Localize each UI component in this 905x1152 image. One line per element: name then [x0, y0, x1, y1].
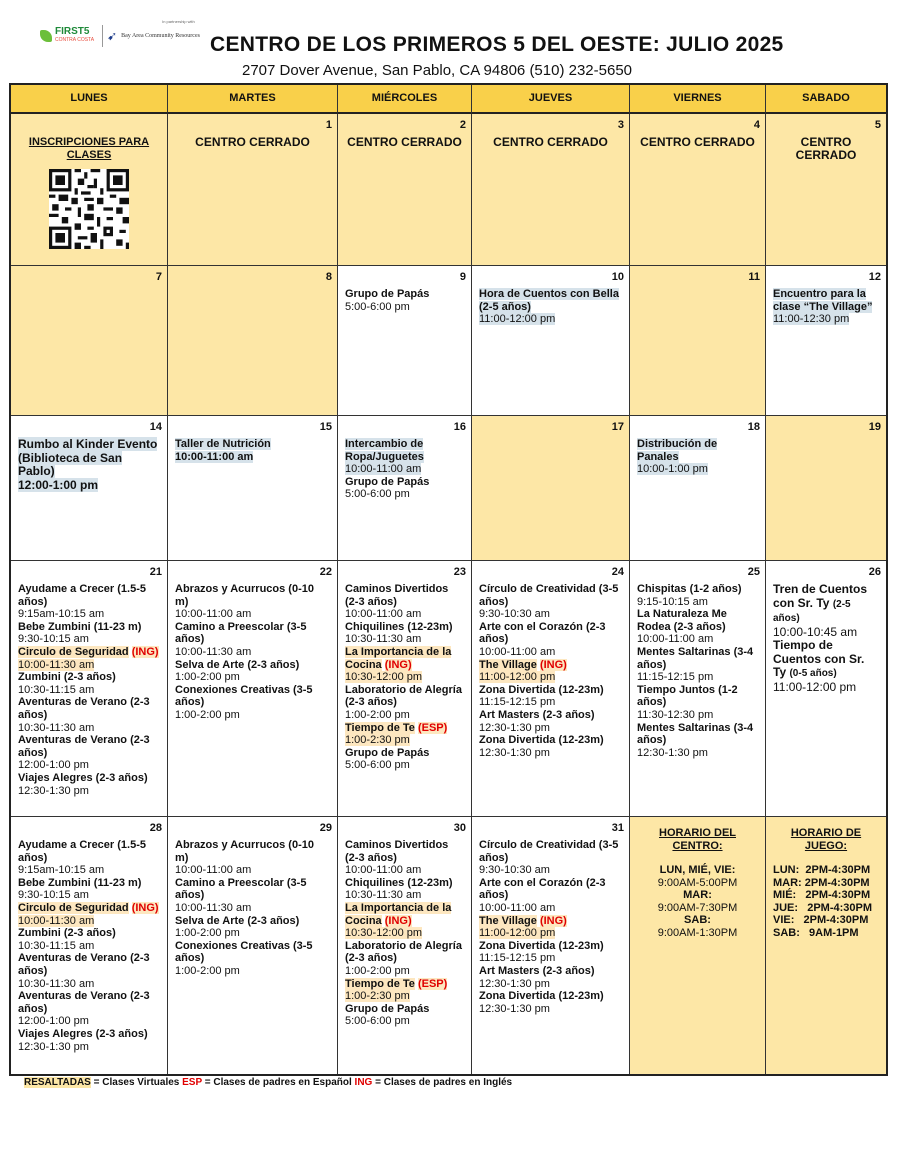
event-title: Aventuras de Verano (2-3 años)	[18, 952, 150, 977]
event-title: Conexiones Creativas (3-5 años)	[175, 683, 313, 709]
event-time: 11:00-12:00 pm	[773, 679, 857, 694]
event-time: 10:00-11:00 am	[175, 450, 254, 463]
event-title: Camino a Preescolar (3-5 años)	[175, 876, 307, 902]
day-cell	[630, 561, 766, 817]
legend	[24, 1077, 512, 1088]
event-time: 5:00-6:00 pm	[345, 488, 410, 501]
day-number: 10	[611, 271, 624, 283]
event-title: Taller de Nutrición	[175, 438, 271, 450]
day-number: 18	[747, 421, 760, 433]
event-time: 10:00-11:00 am	[345, 608, 422, 621]
day-cell	[630, 416, 766, 561]
event-time: 11:30-12:30 pm	[637, 708, 714, 721]
event-title: Zumbini (2-3 años)	[18, 927, 116, 940]
event-tag: (ING)	[384, 914, 412, 927]
day-cell	[630, 266, 766, 416]
day-cell	[472, 561, 630, 817]
event-time: 9:30-10:15 am	[18, 633, 89, 646]
event-title: Caminos Divertidos (2-3 años)	[345, 839, 449, 864]
event-time: 11:15-12:15 pm	[637, 671, 714, 684]
event-title: Selva de Arte (2-3 años)	[175, 658, 300, 671]
legend-ing-desc: = Clases de padres en Inglés	[372, 1077, 513, 1088]
horario-centro-title: HORARIO DEL CENTRO:	[659, 827, 736, 852]
event-list	[175, 839, 330, 978]
day-cell	[168, 561, 338, 817]
event-tag: (ING)	[131, 901, 159, 914]
event-time: 12:30-1:30 pm	[637, 746, 708, 759]
event-title: Caminos Divertidos (2-3 años)	[345, 583, 449, 608]
day-number: 24	[611, 566, 624, 578]
legend-ing: ING	[354, 1077, 373, 1088]
event-age: (0-5 años)	[789, 668, 837, 679]
logos	[40, 19, 200, 48]
event-title: Zona Divertida (12-23m)	[479, 683, 604, 696]
event-list	[479, 583, 622, 759]
day-number: 15	[319, 421, 332, 433]
event-title: Círculo de Creatividad (3-5 años)	[479, 839, 619, 864]
event-title: Círculo de Creatividad (3-5 años)	[479, 583, 619, 608]
day-number: 4	[753, 119, 760, 131]
event-title: Bebe Zumbini (11-23 m)	[18, 620, 142, 633]
day-cell	[472, 266, 630, 416]
event-time: 10:00-11:00 am	[345, 864, 422, 877]
event-time: 9:15am-10:15 am	[18, 608, 105, 621]
event-title: Mentes Saltarinas (3-4 años)	[637, 721, 754, 747]
day-number: 12	[868, 271, 881, 283]
day-cell	[472, 817, 630, 1074]
event-list	[773, 583, 879, 694]
event-time: 12:30-1:30 pm	[18, 784, 89, 797]
event-title: Conexiones Creativas (3-5 años)	[175, 939, 313, 965]
event-time: 11:00-12:00 pm	[479, 671, 556, 684]
page-title: CENTRO DE LOS PRIMEROS 5 DEL OESTE: JULIO 2025	[210, 33, 784, 56]
event-time: 12:00-1:00 pm	[18, 1015, 89, 1028]
event-time: 12:00-1:00 pm	[18, 759, 89, 772]
day-cell	[338, 561, 472, 817]
day-cell	[766, 114, 886, 266]
event-title: Hora de Cuentos con Bella (2-5 años)	[479, 288, 619, 313]
event-title: Aventuras de Verano (2-3 años)	[18, 734, 150, 759]
horario-juego	[766, 817, 886, 1074]
event-time: 9:15-10:15 am	[637, 595, 708, 608]
event-list	[479, 839, 622, 1015]
day-number: 23	[453, 566, 466, 578]
event-time: 10:30-11:15 am	[18, 683, 95, 696]
hours-line: LUN, MIÉ, VIE:	[659, 864, 736, 876]
day-number: 22	[319, 566, 332, 578]
day-number: 7	[155, 271, 162, 283]
header-jueves: JUEVES	[472, 85, 630, 114]
day-number: 2	[459, 119, 466, 131]
event-title: Zona Divertida (12-23m)	[479, 990, 604, 1003]
juego-line: VIE: 2PM-4:30PM	[773, 914, 869, 926]
day-cell	[11, 416, 168, 561]
first5-logo-sub: CONTRA COSTA	[55, 37, 95, 43]
event-tag: (ING)	[384, 658, 412, 671]
header-lunes: LUNES	[11, 85, 168, 114]
event-time: 9:30-10:15 am	[18, 889, 89, 902]
event-time: 1:00-2:00 pm	[345, 708, 410, 721]
event-title: Abrazos y Acurrucos (0-10 m)	[175, 839, 314, 864]
header-miercoles: MIÉRCOLES	[338, 85, 472, 114]
event-time: 1:00-2:30 pm	[345, 734, 410, 747]
event-time: 12:30-1:30 pm	[479, 977, 550, 990]
day-number: 3	[617, 119, 624, 131]
event-time: 10:00-11:00 am	[345, 463, 422, 476]
event-time: 12:30-1:30 pm	[479, 746, 550, 759]
day-cell	[168, 114, 338, 266]
event-title: Rumbo al Kinder Evento (Biblioteca de San Pablo)	[18, 437, 158, 478]
event-tag: (ING)	[539, 658, 567, 671]
event-title: Arte con el Corazón (2-3 años)	[479, 620, 606, 646]
event-title: Laboratorio de Alegría (2-3 años)	[345, 939, 462, 965]
header-sabado: SABADO	[766, 85, 886, 114]
event-title: Abrazos y Acurrucos (0-10 m)	[175, 583, 314, 608]
event-title: La Importancia de la Cocina (ING)	[345, 901, 452, 927]
day-number: 19	[868, 421, 881, 433]
day-cell	[338, 114, 472, 266]
event-time: 10:30-11:15 am	[18, 939, 95, 952]
event-time: 10:00-1:00 pm	[637, 463, 708, 476]
event-time: 11:00-12:00 pm	[479, 927, 556, 940]
first5-logo	[40, 28, 94, 44]
event-time: 10:00-11:30 am	[18, 914, 95, 927]
event-title: Camino a Preescolar (3-5 años)	[175, 620, 307, 646]
calendar-grid	[9, 83, 888, 1076]
day-cell	[630, 114, 766, 266]
day-cell	[472, 416, 630, 561]
event-time: 10:00-10:45 am	[773, 624, 858, 639]
event-title: Grupo de Papás	[345, 746, 430, 759]
event-time: 10:00-11:30 am	[175, 645, 252, 658]
event-title: Art Masters (2-3 años)	[479, 708, 595, 721]
event-list	[18, 839, 160, 1053]
day-cell	[766, 416, 886, 561]
event-tag: (ESP)	[417, 721, 448, 734]
hours-line: 9:00AM-1:30PM	[657, 926, 738, 939]
event-tag: (ING)	[131, 645, 159, 658]
event-time: 11:00-12:00 pm	[479, 313, 556, 326]
event-time: 10:00-11:30 am	[18, 658, 95, 671]
header-viernes: VIERNES	[630, 85, 766, 114]
address: 2707 Dover Avenue, San Pablo, CA 94806 (510) 232-5650	[242, 62, 633, 79]
bacr-logo	[102, 19, 200, 47]
day-cell	[11, 561, 168, 817]
day-cell	[338, 416, 472, 561]
day-number: 28	[149, 822, 162, 834]
day-cell	[11, 817, 168, 1074]
event-title: Zumbini (2-3 años)	[18, 671, 116, 684]
event-time: 10:30-11:30 am	[18, 721, 95, 734]
day-cell	[766, 266, 886, 416]
event-time: 10:00-11:00 am	[479, 901, 556, 914]
day-number: 9	[459, 271, 466, 283]
day-number: 11	[748, 271, 760, 283]
day-cell	[11, 114, 168, 266]
day-cell	[472, 114, 630, 266]
event-title: Zona Divertida (12-23m)	[479, 734, 604, 747]
event-time: 10:30-12:00 pm	[345, 927, 423, 940]
event-time: 9:15am-10:15 am	[18, 864, 105, 877]
day-number: 30	[453, 822, 466, 834]
event-title: Tiempo de Cuentos con Sr. Ty (0-5 años)	[773, 638, 865, 679]
event-title: Chiquilines (12-23m)	[345, 620, 453, 633]
day-number: 16	[453, 421, 466, 433]
event-tag: (ESP)	[417, 977, 448, 990]
day-number: 31	[611, 822, 624, 834]
event-time: 10:00-11:00 am	[175, 608, 252, 621]
event-title: Encuentro para la clase “The Village”	[773, 288, 873, 313]
event-time: 1:00-2:30 pm	[345, 990, 410, 1003]
event-age: (2-5 años)	[773, 598, 851, 624]
event-title: Grupo de Papás	[345, 288, 430, 300]
event-title: Tiempo Juntos (1-2 años)	[637, 683, 738, 709]
event-time: 1:00-2:00 pm	[175, 708, 240, 721]
event-time: 12:30-1:30 pm	[479, 721, 550, 734]
event-title: Ayudame a Crecer (1.5-5 años)	[18, 583, 146, 608]
event-time: 12:30-1:30 pm	[479, 1002, 550, 1015]
event-title: Laboratorio de Alegría (2-3 años)	[345, 683, 462, 709]
event-time: 5:00-6:00 pm	[345, 300, 410, 313]
event-time: 11:00-12:30 pm	[773, 313, 850, 326]
event-title: Tiempo de Te (ESP)	[345, 721, 448, 734]
event-time: 12:00-1:00 pm	[18, 477, 99, 492]
event-time: 11:15-12:15 pm	[479, 696, 556, 709]
event-title: Distribución de Panales	[637, 438, 718, 463]
closed-label: CENTRO CERRADO	[493, 135, 608, 149]
event-list	[175, 583, 330, 722]
event-tag: (ING)	[539, 914, 567, 927]
event-time: 1:00-2:00 pm	[345, 964, 410, 977]
event-title: Arte con el Corazón (2-3 años)	[479, 876, 606, 902]
juego-line: SAB: 9AM-1PM	[773, 926, 859, 939]
legend-highlight: RESALTADAS	[24, 1077, 91, 1088]
event-time: 10:00-11:30 am	[175, 901, 252, 914]
event-title: Tren de Cuentos con Sr. Ty (2-5 años)	[773, 582, 868, 624]
day-cell	[766, 561, 886, 817]
legend-highlight-desc: = Clases Virtuales	[90, 1077, 183, 1088]
event-title: Mentes Saltarinas (3-4 años)	[637, 645, 754, 671]
hours-line: MAR:	[683, 889, 712, 901]
day-cell	[168, 416, 338, 561]
closed-label: CENTRO CERRADO	[640, 135, 755, 149]
event-list	[345, 839, 464, 1028]
event-title: Aventuras de Verano (2-3 años)	[18, 990, 150, 1015]
first5-logo-text: FIRST5	[55, 26, 90, 37]
bacr-bird-icon: ➹	[107, 29, 118, 43]
day-number: 25	[747, 566, 760, 578]
event-title: Chiquilines (12-23m)	[345, 876, 453, 889]
partner-small-text: In partnership with	[162, 19, 195, 24]
day-cell	[168, 266, 338, 416]
event-time: 12:30-1:30 pm	[18, 1040, 89, 1053]
bacr-logo-text: Bay Area Community Resources	[121, 33, 200, 39]
event-title: Grupo de Papás	[345, 475, 430, 488]
event-title: Intercambio de Ropa/Juguetes	[345, 438, 424, 463]
event-title: Tiempo de Te (ESP)	[345, 977, 448, 990]
event-title: Art Masters (2-3 años)	[479, 964, 595, 977]
hours-line: 9:00AM-5:00PM	[657, 876, 738, 889]
juego-line: MIÉ: 2PM-4:30PM	[773, 889, 871, 901]
event-time: 10:30-11:30 am	[345, 633, 422, 646]
event-time: 1:00-2:00 pm	[175, 927, 240, 940]
event-time: 10:00-11:00 am	[479, 645, 556, 658]
day-number: 5	[874, 119, 881, 131]
event-list	[345, 583, 464, 772]
event-title: Viajes Alegres (2-3 años)	[18, 1027, 148, 1040]
event-title: Bebe Zumbini (11-23 m)	[18, 876, 142, 889]
event-time: 10:00-11:00 am	[175, 864, 252, 877]
event-time: 10:00-11:00 am	[637, 633, 714, 646]
day-number: 1	[325, 119, 332, 131]
event-list	[18, 583, 160, 797]
event-time: 10:30-12:00 pm	[345, 671, 423, 684]
event-title: Circulo de Seguridad (ING)	[18, 901, 159, 914]
qr-code-icon[interactable]	[49, 169, 129, 249]
event-time: 10:30-11:30 am	[18, 977, 95, 990]
juego-line: MAR: 2PM-4:30PM	[773, 876, 870, 889]
closed-label: CENTRO CERRADO	[195, 135, 310, 149]
event-time: 1:00-2:00 pm	[175, 671, 240, 684]
legend-esp: ESP	[182, 1077, 202, 1088]
event-title: Viajes Alegres (2-3 años)	[18, 771, 148, 784]
event-title: Grupo de Papás	[345, 1002, 430, 1015]
event-time: 9:30-10:30 am	[479, 864, 550, 877]
event-time: 9:30-10:30 am	[479, 608, 550, 621]
day-number: 14	[149, 421, 162, 433]
event-title: La Naturaleza Me Rodea (2-3 años)	[637, 608, 727, 633]
event-title: Chispitas (1-2 años)	[637, 583, 742, 595]
inscripciones-link[interactable]: INSCRIPCIONES PARA CLASES	[28, 136, 150, 161]
event-time: 5:00-6:00 pm	[345, 759, 410, 772]
day-number: 8	[325, 271, 332, 283]
event-list	[637, 583, 758, 759]
event-title: Zona Divertida (12-23m)	[479, 939, 604, 952]
day-number: 21	[149, 566, 162, 578]
event-title: La Importancia de la Cocina (ING)	[345, 645, 452, 671]
juego-line: JUE: 2PM-4:30PM	[773, 901, 873, 914]
event-title: Aventuras de Verano (2-3 años)	[18, 696, 150, 721]
event-title: The Village (ING)	[479, 914, 567, 927]
event-time: 5:00-6:00 pm	[345, 1015, 410, 1028]
closed-label: CENTRO CERRADO	[795, 135, 857, 162]
event-title: Selva de Arte (2-3 años)	[175, 914, 300, 927]
event-time: 10:30-11:30 am	[345, 889, 422, 902]
horario-juego-title: HORARIO DE JUEGO:	[790, 827, 862, 852]
hours-line: 9:00AM-7:30PM	[657, 901, 738, 914]
day-cell	[338, 817, 472, 1074]
legend-esp-desc: = Clases de padres en Español	[201, 1077, 355, 1088]
hours-line: SAB:	[684, 914, 711, 926]
day-cell	[168, 817, 338, 1074]
event-title: Ayudame a Crecer (1.5-5 años)	[18, 839, 146, 864]
closed-label: CENTRO CERRADO	[347, 135, 462, 149]
event-time: 11:15-12:15 pm	[479, 952, 556, 965]
day-number: 26	[868, 566, 881, 578]
event-time: 1:00-2:00 pm	[175, 964, 240, 977]
day-number: 29	[319, 822, 332, 834]
horario-centro	[630, 817, 766, 1074]
event-title: The Village (ING)	[479, 658, 567, 671]
day-number: 17	[611, 421, 624, 433]
day-cell	[338, 266, 472, 416]
event-title: Circulo de Seguridad (ING)	[18, 645, 159, 658]
day-cell	[11, 266, 168, 416]
header-martes: MARTES	[168, 85, 338, 114]
juego-line: LUN: 2PM-4:30PM	[773, 864, 871, 876]
